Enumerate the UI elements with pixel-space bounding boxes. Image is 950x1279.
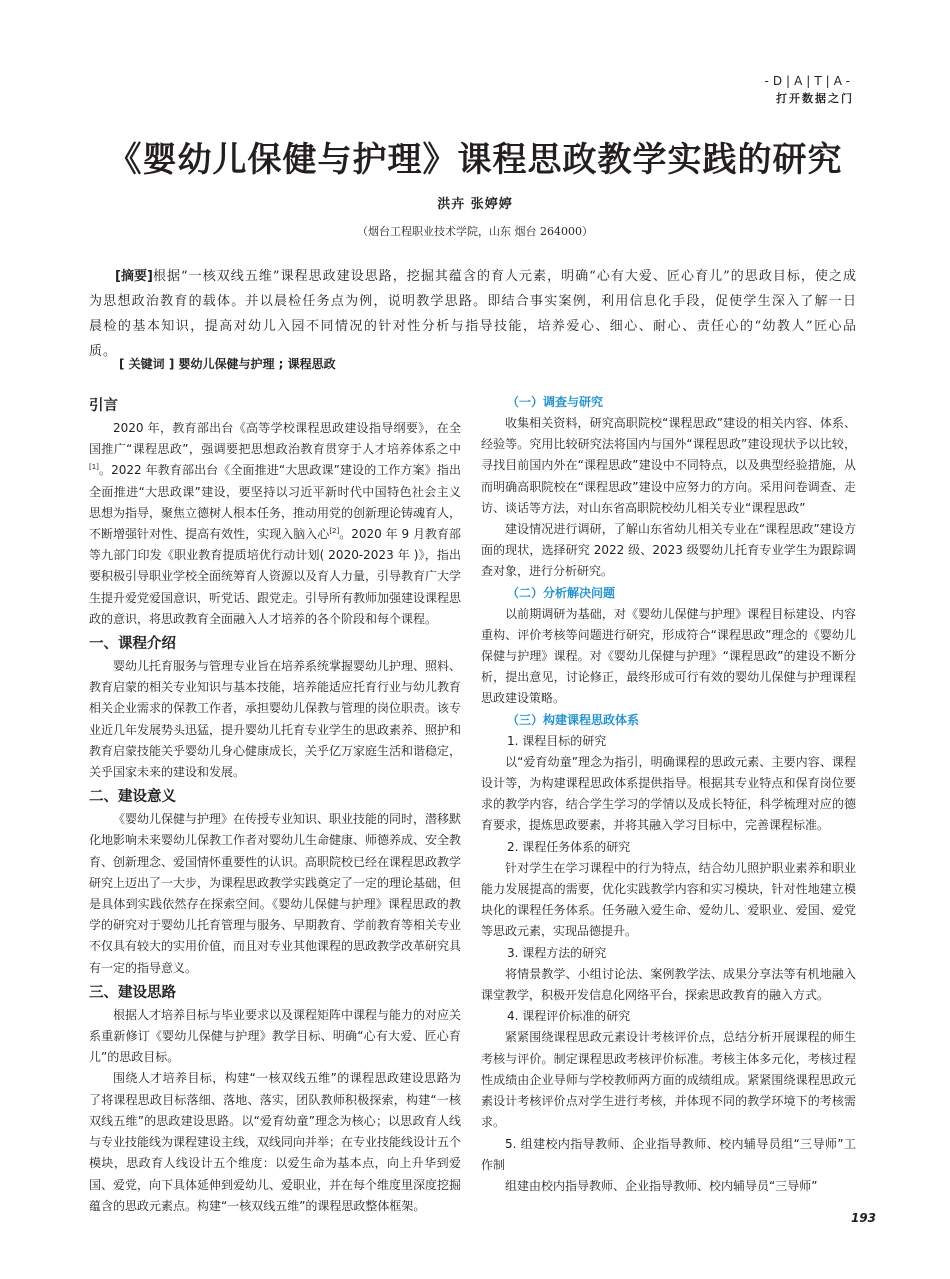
- affiliation: （烟台工程职业技术学院，山东 烟台 264000）: [357, 225, 593, 238]
- section-heading-2: 二、建设意义: [89, 789, 176, 806]
- page-number: 193: [850, 1211, 876, 1225]
- section-heading-intro: 引言: [89, 398, 118, 414]
- section-heading-1: 一、课程介绍: [89, 636, 176, 653]
- keywords: [ 关键词 ] 婴幼儿保健与护理 ; 课程思政: [119, 357, 336, 371]
- subsection-heading-2: （二）分析解决问题: [507, 585, 616, 600]
- paper-title: 《婴幼儿保健与护理》课程思政教学实践的研究: [107, 140, 843, 180]
- sub-heading: 1. 课程目标的研究: [507, 733, 607, 748]
- section-heading-3: 三、建设思路: [89, 984, 176, 1001]
- paragraph: 以“爱育幼童”理念为指引，明确课程的思政元素、主要内容、课程设计等，为构建课程思政体系提供指导。根据其专业特点和保育岗位要求的教学内容，结合学生学习的学情以及成长特征，科学梳理对应的德育要求，提炼思政要素，并将其融入学习目标中，完善课程标准。: [481, 754, 856, 833]
- authors: 洪卉 张婷婷: [437, 197, 513, 212]
- citation-ref: [1]: [89, 463, 99, 472]
- sub-heading: 4. 课程评价标准的研究: [507, 1009, 631, 1024]
- paragraph: 紧紧围绕课程思政元素设计考核评价点，总结分析开展课程的师生考核与评价。制定课程思政考核评价标准。考核主体多元化，考核过程性成绩由企业导师与学校教师两方面的成绩组成。紧紧围绕课程思政元素设计考核评价点对学生进行考核，并体现不同的教学环境下的考核需求。: [481, 1030, 856, 1130]
- paragraph: 收集相关资料，研究高职院校“课程思政”建设的相关内容、体系、经验等。究用比较研究法将国内与国外“课程思政”建设现状予以比较，寻找目前国内外在“课程思政”建设中不同特点，以及典型经验措施，从而明确高职院校在“课程思政”建设中应努力的方向。采用问卷调查、走访、谈话等方法，对山东省高职院校幼儿相关专业“课程思政”: [481, 416, 856, 515]
- left-column: [89, 392, 461, 1217]
- paragraph: 《婴幼儿保健与护理》在传授专业知识、职业技能的同时，潜移默化地影响未来婴幼儿保教工作者对婴幼儿生命健康、师德养成、安全教育、创新理念、爱国情怀重要性的认识。高职院校已经在课程思政教学研究上迈出了一大步，为课程思政教学实践奠定了一定的理论基础，但是具体到实践依然存在探索空间。《婴幼儿保健与护理》课程思政的教学的研究对于婴幼儿托育管理与服务、早期教育、学前教育等相关专业不仅具有较大的实用价值，而且对专业其他课程的思政教学改革研究具有一定的指导意义。: [89, 812, 462, 975]
- sub-heading: 3. 课程方法的研究: [507, 945, 607, 960]
- paragraph: 以前期调研为基础，对《婴幼儿保健与护理》课程目标建设、内容重构、评价考核等问题进行研究，形成符合“课程思政”理念的《婴幼儿保健与护理》课程。对《婴幼儿保健与护理》“课程思政”的建设不断分析，提出意见，讨论修正，最终形成可行有效的婴幼儿保健与护理课程思政建设策略。: [481, 606, 856, 706]
- brand-tagline: 打开数据之门: [776, 92, 854, 105]
- sub-heading: 2. 课程任务体系的研究: [507, 839, 631, 854]
- abstract: [89, 264, 857, 364]
- paragraph: 围绕人才培养目标，构建“一核双线五维”的课程思政建设思路为了将课程思政目标落细、落地、落实，团队教师积极探索，构建“一核双线五维”的思政建设思路。以“爱育幼童”理念为核心；以思政育人线与专业技能线为课程建设主线，双线同向并举；在专业技能线设计五个模块，思政育人线设计五个维度：以爱生命为基本点，向上升华到爱国、爱党，向下具体延伸到爱幼儿、爱职业，并在每个维度里深度挖掘蕴含的思政元素点。构建“一核双线五维”的课程思政整体框架。: [89, 1071, 462, 1213]
- paragraph: 婴幼儿托育服务与管理专业旨在培养系统掌握婴幼儿护理、照料、教育启蒙的相关专业知识与基本技能，培养能适应托育行业与幼儿教育相关企业需求的保教工作者，承担婴幼儿保教与管理的岗位职责。该专业近几年发展势头迅猛，提升婴幼儿托育专业学生的思政素养、照护和教育启蒙技能关乎婴幼儿身心健康成长，关乎亿万家庭生活和谐稳定，关乎国家未来的建设和发展。: [89, 659, 462, 780]
- journal-brand: [764, 74, 854, 106]
- abstract-label: [摘要]: [115, 269, 153, 284]
- subsection-heading-3: （三）构建课程思政体系: [507, 712, 640, 727]
- paragraph: 建设情况进行调研，了解山东省幼儿相关专业在“课程思政”建设方面的现状，选择研究 2022 级、2023 级婴幼儿托育专业学生为跟踪调查对象，进行分析研究。: [481, 522, 856, 579]
- paragraph: 将情景教学、小组讨论法、案例教学法、成果分享法等有机地融入课堂教学，积极开发信息化网络平台，探索思政教育的融入方式。: [481, 966, 856, 1003]
- paragraph: 针对学生在学习课程中的行为特点，结合幼儿照护职业素养和职业能力发展提高的需要，优化实践教学内容和实习模块，针对性地建立模块化的课程任务体系。任务融入爱生命、爱幼儿、爱职业、爱国、爱党等思政元素，实现品德提升。: [481, 860, 856, 939]
- brand-logo-text: -D|A|T|A-: [764, 74, 854, 88]
- right-column: [481, 392, 856, 1197]
- citation-ref: [2]: [329, 527, 340, 536]
- sub-heading: 5. 组建校内指导教师、企业指导教师、校内辅导员组“三导师”工作制: [481, 1136, 856, 1172]
- paragraph: 根据人才培养目标与毕业要求以及课程矩阵中课程与能力的对应关系重新修订《婴幼儿保健与护理》教学目标、明确“心有大爱、匠心育儿”的思政目标。: [89, 1007, 462, 1065]
- subsection-heading-1: （一）调查与研究: [507, 395, 604, 409]
- paragraph: 2020 年，教育部出台《高等学校课程思政建设指导纲要》，在全国推广“课程思政”，强调要把思想政治教育贯穿于人才培养体系之中[1]。2022 年教育部出台《全面推进“大思政课”建设的工作方案》指出全面推进“大思政课”建设，要坚持以习近平新时代中国特色社会主义思想为指导，聚焦立德树人根本任务，推动用党的创新理论铸魂育人，不断增强针对性、提高有效性，实现入脑入心[2]。2020 年 9 月教育部等九部门印发《职业教育提质培优行动计划( 2020-2023 年 )》，指出要积极引导职业学校全面统筹育人资源以及育人力量，引导教育广大学生提升爱党爱国意识，听党话、跟党走。引导所有教师加强建设课程思政的意识，将思政教育全面融入人才培养的各个阶段和每个课程。: [89, 421, 462, 626]
- abstract-text: 根据“一核双线五维”课程思政建设思路，挖掘其蕴含的育人元素，明确“心有大爱、匠心育儿”的思政目标，使之成为思想政治教育的载体。并以晨检任务点为例，说明教学思路。即结合事实案例，利用信息化手段，促使学生深入了解一日晨检的基本知识，提高对幼儿入园不同情况的针对性分析与指导技能，培养爱心、细心、耐心、责任心的“幼教人”匠心品质。: [89, 269, 857, 359]
- paragraph: 组建由校内指导教师、企业指导教师、校内辅导员“三导师”: [505, 1178, 818, 1193]
